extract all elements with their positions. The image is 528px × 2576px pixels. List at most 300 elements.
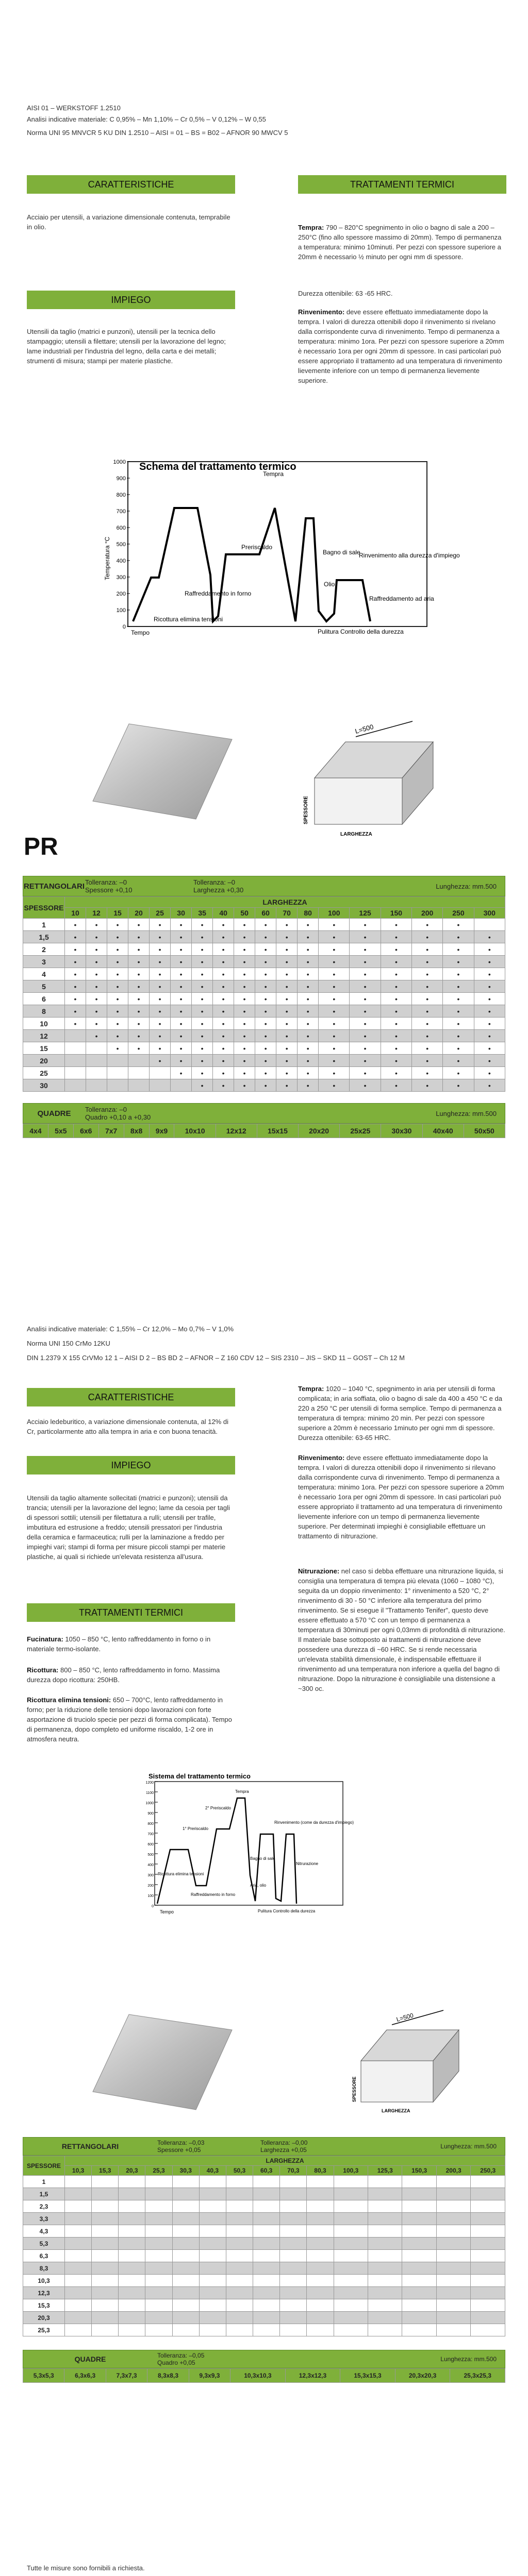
t2-empty-cell <box>92 2225 119 2238</box>
ytick-label: 800 <box>116 492 126 498</box>
sec2-rinvenimento-text: deve essere effettuato immediatamente dopo la tempra. I valori di durezza ottenibili dopo il rinvenimento si rilevano dalla corrispondente curva di rinvenimento. Tempo di permanenza a temperatura: minimo 1ora. Per pezzi con spessore superiore a 20mm è necessario 1ora per ogni 20mm di spessore. In casi particolari può essere appropriato il trattamento ad una temperatura di rinvenimento lievemente inferiore con un tempo di permanenza lievemente superiore. Per determinati impieghi è consigliabile effettuare un trattamento di nitrurazione. <box>298 1454 504 1540</box>
ytick-label: 1200 <box>145 1781 154 1785</box>
t2-empty-cell <box>368 2213 402 2225</box>
t1-availability-cell: • <box>381 919 411 931</box>
t1-availability-cell: • <box>128 1018 150 1030</box>
t1-availability-cell: • <box>319 1018 350 1030</box>
t2-width-head: 100,3 <box>334 2166 368 2176</box>
table-rettangolari-1 <box>23 876 505 1138</box>
t1-availability-cell: • <box>213 931 234 943</box>
t2-thickness-cell: 1 <box>23 2176 65 2188</box>
t1-availability-cell: • <box>350 1055 381 1067</box>
t1-availability-cell: • <box>412 980 443 993</box>
t2-empty-cell <box>199 2299 226 2312</box>
t2-empty-cell <box>172 2238 199 2250</box>
chart2-label-pre2: 2° Preriscaldo <box>205 1806 231 1810</box>
chart1-label-pulitura: Pulitura Controllo della durezza <box>318 628 404 635</box>
t2-empty-cell <box>199 2262 226 2275</box>
t2-thickness-cell: 5,3 <box>23 2238 65 2250</box>
rinvenimento-paragraph <box>298 307 506 385</box>
sec2-tempra-text: 1020 – 1040 °C, spegnimento in aria per utensili di forma complicata; in aria soffiata, olio o bagno di sale da 400 a 450 °C e da 220 a 250 °C per utensili di forma semplice. Tempo di permanenza a temperatura di tempra: minimo 20 min. Per pezzi con spessore superiore a 20mm è necessario 1minuto per ogni mm di spessore. Durezza ottenibile: 63-65 HRC. <box>298 1385 502 1442</box>
t1-availability-cell: • <box>171 980 192 993</box>
sec2-rinvenimento <box>298 1453 506 1541</box>
t2-empty-cell <box>280 2176 307 2188</box>
t2-empty-cell <box>436 2225 470 2238</box>
t2-empty-cell <box>65 2250 92 2262</box>
t1-availability-cell: • <box>381 1079 411 1092</box>
t1-quadre-size: 9x9 <box>149 1124 174 1138</box>
t2-quadre-size: 7,3x7,3 <box>106 2369 147 2383</box>
heat-treatment-chart-2 <box>139 1772 354 1922</box>
t2-width-head: 150,3 <box>402 2166 436 2176</box>
t1-availability-cell: • <box>276 1055 298 1067</box>
t1-availability-cell: • <box>234 1042 255 1055</box>
t2-empty-cell <box>65 2176 92 2188</box>
t2-empty-cell <box>119 2287 145 2299</box>
t1-availability-cell: • <box>192 980 213 993</box>
t1-thickness-cell: 1 <box>23 919 65 931</box>
t1-thickness-cell: 30 <box>23 1079 65 1092</box>
sec2-nitrurazione <box>298 1566 506 1693</box>
ytick-label: 600 <box>147 1843 154 1846</box>
t2-empty-cell <box>402 2324 436 2336</box>
t1-availability-cell <box>128 1067 150 1079</box>
t1-availability-cell: • <box>150 1042 171 1055</box>
steel-grade-title: AISI 01 – WERKSTOFF 1.2510 <box>27 104 121 112</box>
t2-width-head: 80,3 <box>307 2166 334 2176</box>
t1-availability-cell: • <box>276 968 298 980</box>
t2-empty-cell <box>145 2262 172 2275</box>
t1-larghezza-head: LARGHEZZA <box>65 897 505 908</box>
t2-empty-cell <box>436 2324 470 2336</box>
chart1-label-raffreddamento: Raffreddamento in forno <box>185 590 252 597</box>
chart2-label-aria: Aria, olio <box>250 1883 267 1888</box>
ytick-label: 500 <box>116 541 126 548</box>
t2-empty-cell <box>92 2188 119 2200</box>
t2-empty-cell <box>226 2225 253 2238</box>
t1-availability-cell: • <box>412 1018 443 1030</box>
t2-larghezza-head: LARGHEZZA <box>65 2156 505 2166</box>
t2-grid <box>23 2156 505 2336</box>
t1-quadre-size: 12x12 <box>216 1124 257 1138</box>
table-row <box>23 1042 505 1055</box>
t2-empty-cell <box>119 2213 145 2225</box>
t1-availability-cell: • <box>350 956 381 968</box>
t1-quadre-tol: Tolleranza: –0 Quadro +0,10 a +0,30 <box>85 1106 151 1121</box>
t2-empty-cell <box>119 2299 145 2312</box>
t1-availability-cell <box>150 1067 171 1079</box>
t1-availability-cell: • <box>350 1067 381 1079</box>
t1-availability-cell: • <box>443 1079 474 1092</box>
t2-empty-cell <box>280 2287 307 2299</box>
t1-width-head: 70 <box>276 908 298 919</box>
sec2-ricottura <box>27 1665 235 1685</box>
t1-availability-cell: • <box>86 956 107 968</box>
t1-availability-cell <box>107 1079 128 1092</box>
t1-thickness-cell: 12 <box>23 1030 65 1042</box>
t2-empty-cell <box>471 2287 505 2299</box>
t2-tol1: Tolleranza: –0,03 Spessore +0,05 <box>157 2139 205 2154</box>
table-row <box>23 2250 505 2262</box>
ytick-label: 500 <box>147 1853 154 1857</box>
t1-quadre-title: QUADRE <box>37 1109 71 1118</box>
t2-empty-cell <box>119 2200 145 2213</box>
t1-availability-cell: • <box>474 1079 505 1092</box>
t1-availability-cell: • <box>255 1030 276 1042</box>
t2-width-head: 25,3 <box>145 2166 172 2176</box>
table-row <box>23 2312 505 2324</box>
ricottura-et-text: 650 – 700°C, lento raffreddamento in forno; per la riduzione delle tensioni dopo lavorazioni con forte asportazione di truciolo specie per pezzi di forma complicata). Tempo di permanenza, dopo completo ed uniforme riscaldo, 1-2 ore in atmosfera neutra. <box>27 1696 232 1743</box>
t1-availability-cell: • <box>298 993 319 1005</box>
t1-availability-cell <box>128 1055 150 1067</box>
t1-availability-cell: • <box>255 1079 276 1092</box>
t1-tol2: Tolleranza: –0 Larghezza +0,30 <box>193 878 244 894</box>
t1-availability-cell: • <box>350 993 381 1005</box>
t1-availability-cell: • <box>350 919 381 931</box>
t2-empty-cell <box>334 2200 368 2213</box>
t1-availability-cell: • <box>412 1055 443 1067</box>
t1-availability-cell: • <box>443 1055 474 1067</box>
chart2-label-pre1: 1° Preriscaldo <box>183 1826 208 1831</box>
t2-empty-cell <box>280 2238 307 2250</box>
sec2-fucinatura <box>27 1634 235 1654</box>
t1-availability-cell: • <box>276 919 298 931</box>
ricottura-text: 800 – 850 °C, lento raffreddamento in forno. Massima durezza dopo ricottura: 250HB. <box>27 1666 220 1684</box>
t2-quadre-size: 20,3x20,3 <box>395 2369 450 2383</box>
t2-quadre-grid <box>23 2368 505 2383</box>
t1-lunghezza: Lunghezza: mm.500 <box>436 882 497 890</box>
table-row <box>23 1018 505 1030</box>
t1-availability-cell: • <box>150 919 171 931</box>
t1-availability-cell: • <box>213 956 234 968</box>
t2-empty-cell <box>368 2250 402 2262</box>
impiego-text: Utensili da taglio (matrici e punzoni), utensili per la tecnica dello stampaggio; utensili a filettare; utensili per la lavorazione del legno; lame industriali per l'industria del legno, della carta e dei metalli; strumenti di misura; stampi per materie plastiche. <box>27 328 226 365</box>
t1-availability-cell: • <box>107 1030 128 1042</box>
table-row <box>23 2225 505 2238</box>
t1-availability-cell: • <box>474 956 505 968</box>
t2-empty-cell <box>145 2200 172 2213</box>
t2-width-head: 250,3 <box>471 2166 505 2176</box>
t2-empty-cell <box>172 2250 199 2262</box>
t2-empty-cell <box>65 2225 92 2238</box>
t1-availability-cell: • <box>276 956 298 968</box>
ytick-label: 600 <box>116 525 126 531</box>
t2-empty-cell <box>119 2225 145 2238</box>
t2-empty-cell <box>471 2324 505 2336</box>
t2-empty-cell <box>368 2200 402 2213</box>
t1-width-head: 40 <box>213 908 234 919</box>
chart2-label-nitr: Nitrurazione <box>296 1861 319 1866</box>
t1-grid <box>23 896 505 1092</box>
t1-availability-cell: • <box>474 980 505 993</box>
table-rettangolari-2 <box>23 2137 505 2383</box>
t1-availability-cell: • <box>319 1042 350 1055</box>
t2-empty-cell <box>226 2262 253 2275</box>
t2-empty-cell <box>145 2213 172 2225</box>
chart1-curve <box>133 508 370 621</box>
t2-empty-cell <box>334 2324 368 2336</box>
table-row <box>23 2287 505 2299</box>
t1-availability-cell: • <box>319 1005 350 1018</box>
t1-availability-cell: • <box>298 931 319 943</box>
t1-availability-cell: • <box>474 943 505 956</box>
t2-empty-cell <box>119 2275 145 2287</box>
t1-availability-cell: • <box>381 968 411 980</box>
chart1-label-olio: Olio <box>324 581 335 588</box>
t2-thickness-cell: 12,3 <box>23 2287 65 2299</box>
diagram1-width: LARGHEZZA <box>340 832 372 837</box>
t1-availability-cell: • <box>107 1018 128 1030</box>
t2-thickness-cell: 1,5 <box>23 2188 65 2200</box>
t1-availability-cell: • <box>255 1067 276 1079</box>
t1-availability-cell: • <box>412 968 443 980</box>
t1-quadre-size: 20x20 <box>299 1124 340 1138</box>
t1-thickness-cell: 25 <box>23 1067 65 1079</box>
t1-availability-cell: • <box>234 931 255 943</box>
t2-empty-cell <box>253 2225 280 2238</box>
rinvenimento-text: deve essere effettuato immediatamente dopo la tempra. I valori di durezza ottenibili dopo il rinvenimento si rivelano dalla corrispondente curva di rinvenimento. Tempo di permanenza a temperatura: minimo 1ora. Per pezzi con spessore superiore a 20mm è necessario 1ora per ogni 20mm di spessore. In casi particolari può essere appropriato il trattamento ad una temperatura di rinvenimento lievemente inferiore con un tempo di permanenza lievemente superiore. <box>298 308 504 384</box>
t1-availability-cell: • <box>443 980 474 993</box>
t2-thickness-cell: 8,3 <box>23 2262 65 2275</box>
t2-empty-cell <box>436 2262 470 2275</box>
tempra-label: Tempra: <box>298 224 324 231</box>
t1-thickness-cell: 10 <box>23 1018 65 1030</box>
t1-availability-cell: • <box>474 1018 505 1030</box>
sec2-rinvenimento-label: Rinvenimento: <box>298 1454 345 1462</box>
chart2-label-bagno: Bagno di sale <box>250 1856 275 1861</box>
ytick-label: 1000 <box>113 459 126 465</box>
sec2-tempra-label: Tempra: <box>298 1385 324 1393</box>
t2-empty-cell <box>334 2238 368 2250</box>
t2-empty-cell <box>253 2324 280 2336</box>
t2-empty-cell <box>172 2299 199 2312</box>
table-row <box>23 2213 505 2225</box>
t1-availability-cell: • <box>192 956 213 968</box>
t2-empty-cell <box>172 2312 199 2324</box>
t2-empty-cell <box>471 2299 505 2312</box>
dimension-diagram-1 <box>278 721 449 840</box>
t1-availability-cell <box>474 919 505 931</box>
t1-availability-cell: • <box>381 956 411 968</box>
t1-availability-cell: • <box>319 931 350 943</box>
t1-availability-cell: • <box>213 1005 234 1018</box>
t1-availability-cell: • <box>150 1030 171 1042</box>
t1-availability-cell: • <box>443 1030 474 1042</box>
t1-availability-cell: • <box>276 1030 298 1042</box>
diagram2-thickness: SPESSORE <box>352 2076 357 2102</box>
ytick-label: 200 <box>116 591 126 597</box>
chart1-label-tempra: Tempra <box>263 470 284 478</box>
t1-quadre-size: 7x7 <box>98 1124 124 1138</box>
t1-availability-cell: • <box>213 1079 234 1092</box>
t1-availability-cell: • <box>298 1042 319 1055</box>
t2-empty-cell <box>253 2238 280 2250</box>
t2-empty-cell <box>119 2250 145 2262</box>
t2-title: RETTANGOLARI <box>61 2142 119 2150</box>
t2-empty-cell <box>402 2200 436 2213</box>
t1-quadre-size: 4x4 <box>23 1124 48 1138</box>
t1-quadre-size: 8x8 <box>124 1124 149 1138</box>
t1-availability-cell: • <box>381 943 411 956</box>
ytick-label: 400 <box>116 558 126 564</box>
t1-width-head: 20 <box>128 908 150 919</box>
t2-empty-cell <box>65 2312 92 2324</box>
t1-availability-cell: • <box>65 968 86 980</box>
t2-width-head: 15,3 <box>92 2166 119 2176</box>
t1-availability-cell: • <box>107 1042 128 1055</box>
ytick-label: 100 <box>147 1894 154 1898</box>
t1-quadre-size: 5x5 <box>48 1124 73 1138</box>
t1-availability-cell: • <box>350 1030 381 1042</box>
t2-empty-cell <box>368 2275 402 2287</box>
t2-empty-cell <box>436 2312 470 2324</box>
t2-empty-cell <box>145 2287 172 2299</box>
table-row <box>23 919 505 931</box>
t2-thickness-cell: 4,3 <box>23 2225 65 2238</box>
t2-empty-cell <box>368 2262 402 2275</box>
t1-availability-cell: • <box>128 956 150 968</box>
t1-availability-cell: • <box>412 993 443 1005</box>
t1-availability-cell: • <box>474 968 505 980</box>
t2-empty-cell <box>368 2225 402 2238</box>
heat-treatment-chart-1-svg <box>102 456 460 652</box>
chart1-label-bagno: Bagno di sale <box>323 549 360 556</box>
t2-width-head: 60,3 <box>253 2166 280 2176</box>
t2-empty-cell <box>307 2213 334 2225</box>
t2-empty-cell <box>92 2262 119 2275</box>
t1-availability-cell: • <box>128 993 150 1005</box>
t1-availability-cell: • <box>381 980 411 993</box>
t1-quadre-grid <box>23 1124 505 1138</box>
t1-quadre-size: 15x15 <box>257 1124 298 1138</box>
chart1-label-ricottura: Ricottura elimina tensioni <box>154 616 223 623</box>
t2-empty-cell <box>119 2176 145 2188</box>
t1-availability-cell: • <box>443 1018 474 1030</box>
chart1-label-rinvenimento: Rinvenimento alla durezza d'impiego <box>359 552 460 559</box>
t1-availability-cell: • <box>234 919 255 931</box>
t1-availability-cell: • <box>171 1067 192 1079</box>
t1-availability-cell: • <box>150 993 171 1005</box>
t2-empty-cell <box>253 2312 280 2324</box>
t2-quadre-size: 6,3x6,3 <box>64 2369 106 2383</box>
t1-availability-cell: • <box>213 980 234 993</box>
t1-availability-cell: • <box>171 968 192 980</box>
t2-empty-cell <box>307 2324 334 2336</box>
t1-quadre-size: 40x40 <box>422 1124 464 1138</box>
t1-availability-cell: • <box>319 1055 350 1067</box>
t1-availability-cell: • <box>107 1005 128 1018</box>
t2-empty-cell <box>436 2176 470 2188</box>
t1-spessore-head: SPESSORE <box>23 897 65 919</box>
t2-empty-cell <box>471 2213 505 2225</box>
t1-availability-cell: • <box>412 956 443 968</box>
t1-availability-cell: • <box>443 1042 474 1055</box>
t2-width-head: 20,3 <box>119 2166 145 2176</box>
t1-availability-cell: • <box>171 993 192 1005</box>
t2-empty-cell <box>334 2299 368 2312</box>
t1-availability-cell: • <box>192 1018 213 1030</box>
t1-availability-cell: • <box>412 1030 443 1042</box>
t2-empty-cell <box>92 2176 119 2188</box>
t1-availability-cell: • <box>213 1067 234 1079</box>
t1-availability-cell <box>86 1079 107 1092</box>
chart1-ylabel: Temperatura °C <box>104 536 111 580</box>
t1-availability-cell: • <box>350 1018 381 1030</box>
t1-availability-cell: • <box>412 919 443 931</box>
t1-availability-cell: • <box>171 919 192 931</box>
t2-empty-cell <box>119 2188 145 2200</box>
t1-availability-cell <box>107 1067 128 1079</box>
t1-availability-cell: • <box>255 1018 276 1030</box>
sec2-caratteristiche-text: Acciaio ledeburitico, a variazione dimensionale contenuta, al 12% di Cr, particolarmente atto alla tempra in aria e con buona tenacità. <box>27 1418 228 1435</box>
chart2-yticks <box>145 1781 158 1908</box>
table-row <box>23 2275 505 2287</box>
t2-empty-cell <box>172 2200 199 2213</box>
ytick-label: 1100 <box>145 1791 154 1795</box>
t2-width-head: 50,3 <box>226 2166 253 2176</box>
t1-availability-cell: • <box>171 1042 192 1055</box>
table-row <box>23 956 505 968</box>
tempra-paragraph <box>298 223 506 262</box>
t1-availability-cell: • <box>150 956 171 968</box>
t1-availability-cell: • <box>276 980 298 993</box>
sec2-impiego-banner: IMPIEGO <box>27 1456 235 1475</box>
t2-empty-cell <box>199 2225 226 2238</box>
t1-availability-cell: • <box>213 1042 234 1055</box>
steel-bar-photo-2 <box>88 2009 237 2112</box>
pr-heading: PR <box>24 833 58 860</box>
t1-availability-cell <box>65 1042 86 1055</box>
t1-availability-cell: • <box>128 919 150 931</box>
t2-empty-cell <box>307 2299 334 2312</box>
t2-empty-cell <box>226 2299 253 2312</box>
ytick-label: 0 <box>152 1905 154 1908</box>
t2-empty-cell <box>402 2299 436 2312</box>
t1-availability-cell: • <box>171 931 192 943</box>
t1-availability-cell <box>86 1067 107 1079</box>
t1-availability-cell: • <box>276 1042 298 1055</box>
t1-availability-cell: • <box>107 993 128 1005</box>
sec2-ricottura-et <box>27 1695 235 1744</box>
t2-empty-cell <box>280 2250 307 2262</box>
nitrurazione-text: nel caso si debba effettuare una nitrurazione liquida, si consiglia una temperatura di tempra più elevata (1060 – 1080 °C), seguita da un doppio rinvenimento: 1° rinvenimento a 520 °C, 2° rinvenimento di 30 - 50 °C inferiore alla temperatura del primo rinvenimento. Se si esegue il "Trattamento Tenifer", questo deve essere effettuato a 570 °C con un tempo di permanenza a temperatura di 30minuti per ogni 0,03mm di profondità di nitrurazione. Il materiale base sottoposto ai trattamenti di nitrurazione deve possedere una durezza di ~60 HRC. Se si rende necessaria un'elevata stabilità dimensionale, è indispensabile effettuare il rinvenimento ad una temperatura non inferiore a quella del bagno di nitrurazione. Dopo la nitrurazione è consigliabile una distensione a ~300 oc. <box>298 1567 505 1692</box>
caratteristiche-text: Acciaio per utensili, a variazione dimensionale contenuta, temprabile in olio. <box>27 213 230 231</box>
t2-empty-cell <box>307 2262 334 2275</box>
t2-empty-cell <box>334 2225 368 2238</box>
t1-availability-cell: • <box>319 993 350 1005</box>
t1-availability-cell: • <box>128 931 150 943</box>
t2-width-head: 40,3 <box>199 2166 226 2176</box>
t1-availability-cell: • <box>150 931 171 943</box>
t2-empty-cell <box>436 2213 470 2225</box>
t1-availability-cell: • <box>474 1005 505 1018</box>
t2-empty-cell <box>436 2238 470 2250</box>
sec2-trattamenti-banner: TRATTAMENTI TERMICI <box>27 1603 235 1622</box>
chart1-title: Schema del trattamento termico <box>139 461 296 472</box>
t1-availability-cell: • <box>350 968 381 980</box>
t1-width-head: 60 <box>255 908 276 919</box>
t1-width-head: 200 <box>412 908 443 919</box>
t2-empty-cell <box>92 2250 119 2262</box>
t1-availability-cell: • <box>150 1005 171 1018</box>
t2-empty-cell <box>226 2188 253 2200</box>
t1-availability-cell: • <box>412 1042 443 1055</box>
t2-empty-cell <box>471 2176 505 2188</box>
t1-availability-cell: • <box>192 1055 213 1067</box>
t1-availability-cell: • <box>192 1030 213 1042</box>
t1-availability-cell: • <box>298 1067 319 1079</box>
ricottura-label: Ricottura: <box>27 1666 59 1674</box>
